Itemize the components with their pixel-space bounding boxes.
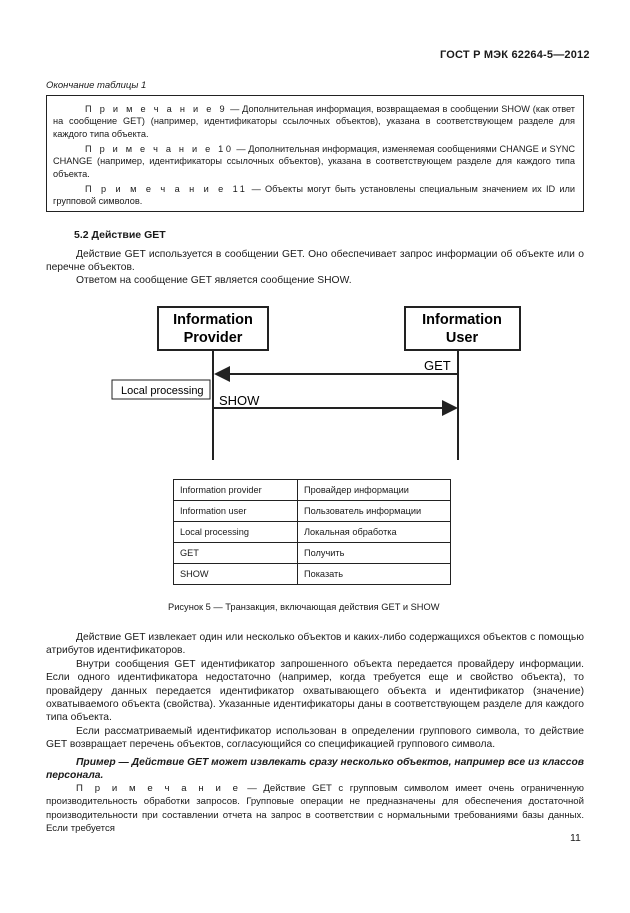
table-row bbox=[174, 501, 451, 522]
table-row bbox=[174, 543, 451, 564]
body-paragraph: Если рассматриваемый идентификатор использован в определении группового символа, то действие GET возвращает перечень объектов, согласующийся со спецификацией группового символа. bbox=[46, 726, 584, 751]
table-cell-en: Information user bbox=[174, 501, 298, 522]
body-paragraph: Действие GET извлекает один или несколько объектов и каких-либо содержащихся объектов с помощью атрибутов идентификаторов. bbox=[46, 632, 584, 657]
user-label-line1: Information bbox=[422, 312, 502, 328]
note-text: — Дополнительная информация, возвращаемая в сообщении SHOW (как ответ на сообщение GET) (например, идентификаторы ссылочных объектов), указана в соответствующем разделе для каждого типа объекта. bbox=[53, 104, 576, 139]
show-label: SHOW bbox=[219, 393, 260, 408]
table-cell-en: Local processing bbox=[174, 522, 298, 543]
note-label: П р и м е ч а н и е bbox=[76, 783, 241, 794]
table-row bbox=[174, 564, 451, 585]
sequence-diagram bbox=[100, 298, 502, 466]
note-text: — Дополнительная информация, изменяемая сообщениями CHANGE и SYNC CHANGE (например, идентификаторы ссылочных объектов), указана в соответствующем разделе для каждого типа объекта. bbox=[53, 144, 575, 179]
table-row bbox=[174, 480, 451, 501]
note-9 bbox=[53, 103, 575, 140]
notes-box bbox=[46, 95, 584, 212]
note-label: П р и м е ч а н и е 11 bbox=[85, 184, 248, 194]
figure-caption: Рисунок 5 — Транзакция, включающая действия GET и SHOW bbox=[168, 602, 440, 612]
table-cell-ru: Получить bbox=[298, 543, 451, 564]
table-cell-en: SHOW bbox=[174, 564, 298, 585]
document-header: ГОСТ Р МЭК 62264-5—2012 bbox=[440, 49, 590, 61]
table-cell-ru: Показать bbox=[298, 564, 451, 585]
provider-label-line1: Information bbox=[173, 312, 253, 328]
table-cell-ru: Провайдер информации bbox=[298, 480, 451, 501]
example-text: Пример — Действие GET может извлекать сразу несколько объектов, например все из классов персонала. bbox=[46, 757, 584, 782]
table-cell-en: Information provider bbox=[174, 480, 298, 501]
get-label: GET bbox=[424, 358, 451, 373]
note-text: — Действие GET с групповым символом имеет очень ограниченную производительность обработки запросов. Групповые операции не предназначены для обеспечения достаточной производительности при составлении отчета на запрос в соответствии с нормальными требованиями базы данных. Если требуется bbox=[46, 783, 584, 834]
table-row bbox=[174, 522, 451, 543]
intro-paragraph: Ответом на сообщение GET является сообщение SHOW. bbox=[76, 275, 352, 286]
note-10 bbox=[53, 143, 575, 180]
provider-label-line2: Provider bbox=[183, 330, 243, 346]
table-cell-ru: Пользователь информации bbox=[298, 501, 451, 522]
section-title: 5.2 Действие GET bbox=[74, 229, 166, 241]
body-paragraph: Внутри сообщения GET идентификатор запрошенного объекта передается провайдеру информации. Если одного идентификатора недостаточно (например, когда требуется еще и свойство объекта), то провайдеру данных передается идентификатор охватывающего объекта и идентификатор (значение) охватываемого объекта (свойства). Указанные идентификаторы даны в соответствующем разделе для каждого типа объекта. bbox=[46, 659, 584, 724]
final-note bbox=[46, 782, 584, 835]
note-label: П р и м е ч а н и е 9 bbox=[85, 104, 228, 114]
note-label: П р и м е ч а н и е 10 bbox=[85, 144, 234, 154]
intro-paragraph: Действие GET используется в сообщении GET. Оно обеспечивает запрос информации об объекте или о перечне объектов. bbox=[46, 249, 584, 274]
table-continuation-caption: Окончание таблицы 1 bbox=[46, 80, 147, 91]
page-number: 11 bbox=[570, 832, 581, 844]
local-processing-label: Local processing bbox=[121, 385, 204, 397]
note-text: — Объекты могут быть установлены специальным значением их ID или групповой символов. bbox=[53, 184, 575, 207]
legend-table bbox=[173, 479, 451, 585]
note-11 bbox=[53, 183, 575, 208]
user-label-line2: User bbox=[445, 330, 479, 346]
table-cell-en: GET bbox=[174, 543, 298, 564]
table-cell-ru: Локальная обработка bbox=[298, 522, 451, 543]
